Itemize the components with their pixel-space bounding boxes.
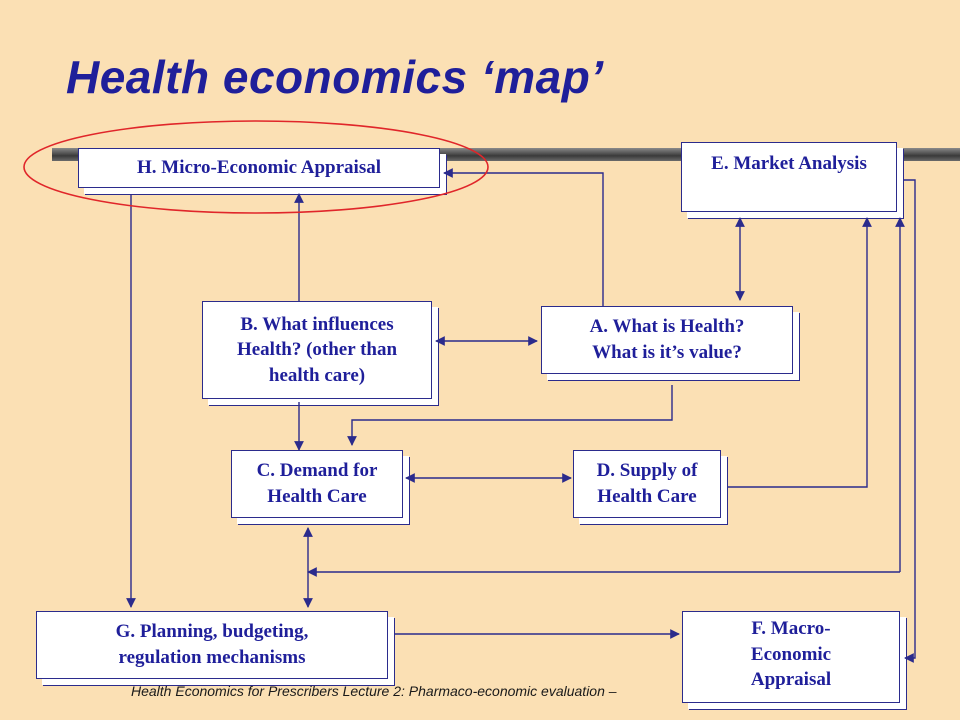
box-label: D. Supply of Health Care: [596, 460, 698, 507]
arrow-d-to-e: [728, 218, 867, 487]
box-label: F. Macro- Economic Appraisal: [750, 618, 832, 691]
page-title: Health economics ‘map’: [66, 51, 604, 103]
box-label: C. Demand for Health Care: [256, 460, 378, 507]
arrow-a-to-c: [352, 385, 672, 445]
footer-text: Health Economics for Prescribers Lecture 2: Pharmaco-economic evaluation –: [131, 683, 617, 699]
box-label: H. Micro-Economic Appraisal: [137, 157, 381, 179]
box-label: A. What is Health? What is it’s value?: [589, 316, 745, 363]
box-label: G. Planning, budgeting, regulation mechanisms: [115, 621, 309, 668]
box-label: B. What influences Health? (other than health care): [236, 313, 398, 386]
arrow-a-to-h: [444, 173, 603, 306]
highlight-circle: [24, 121, 488, 213]
arrow-e-to-f: [903, 180, 915, 658]
box-label: E. Market Analysis: [711, 153, 867, 174]
